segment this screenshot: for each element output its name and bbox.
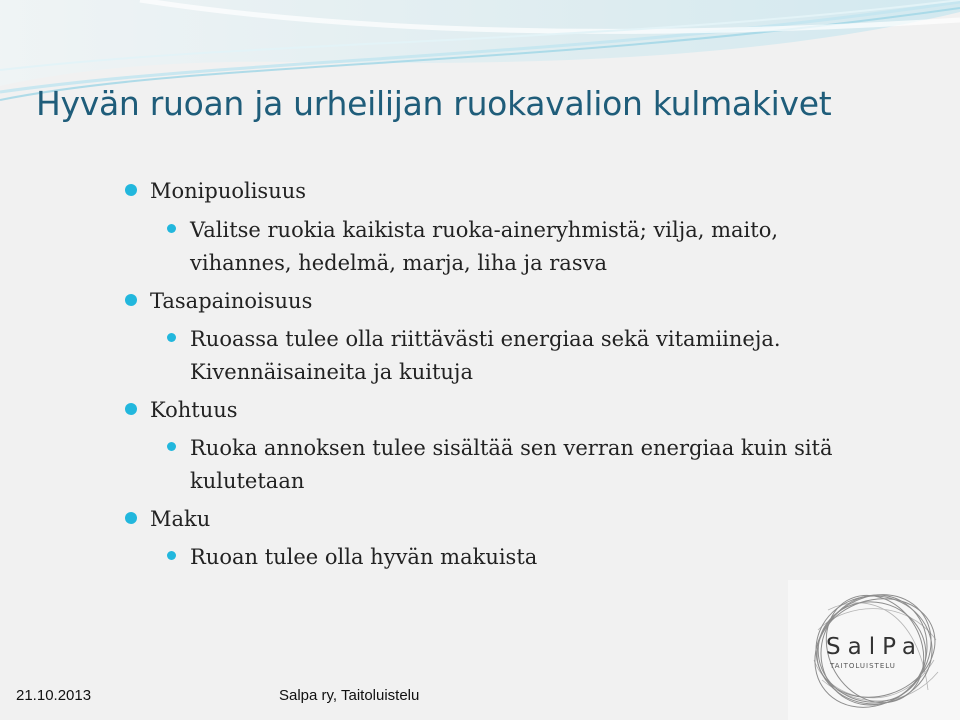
sub-bullet-line: Valitse ruokia kaikista ruoka-aineryhmistä; vilja, maito, [190, 218, 779, 242]
bullet-item: Maku [150, 507, 211, 531]
sub-bullet-line: kulutetaan [190, 469, 305, 493]
sub-bullet-line: Ruoan tulee olla hyvän makuista [190, 545, 538, 569]
bullet-item: Monipuolisuus [150, 179, 307, 203]
footer-organization: Salpa ry, Taitoluistelu [279, 687, 420, 704]
bullet-dot [125, 294, 137, 306]
sub-bullet-line: Ruoassa tulee olla riittävästi energiaa sekä vitamiineja. [190, 327, 781, 351]
bullet-item: Kohtuus [150, 398, 238, 422]
sub-bullet-line: Ruoka annoksen tulee sisältää sen verran energiaa kuin sitä [190, 436, 833, 460]
sub-bullet-line: Kivennäisaineita ja kuituja [190, 360, 473, 384]
bullet-item: Tasapainoisuus [150, 289, 313, 313]
sub-bullet-dot [167, 442, 176, 451]
bullet-dot [125, 512, 137, 524]
logo-subtitle: TAITOLUISTELU [830, 662, 896, 670]
sub-bullet-dot [167, 333, 176, 342]
salpa-logo [788, 580, 960, 720]
sub-bullet-dot [167, 224, 176, 233]
logo-wordmark: SalPa [826, 634, 924, 660]
footer-date: 21.10.2013 [16, 687, 92, 704]
bullet-dot [125, 403, 137, 415]
sub-bullet-dot [167, 551, 176, 560]
slide-title: Hyvän ruoan ja urheilijan ruokavalion kulmakivet [36, 84, 832, 123]
bullet-dot [125, 184, 137, 196]
sub-bullet-line: vihannes, hedelmä, marja, liha ja rasva [190, 251, 607, 275]
